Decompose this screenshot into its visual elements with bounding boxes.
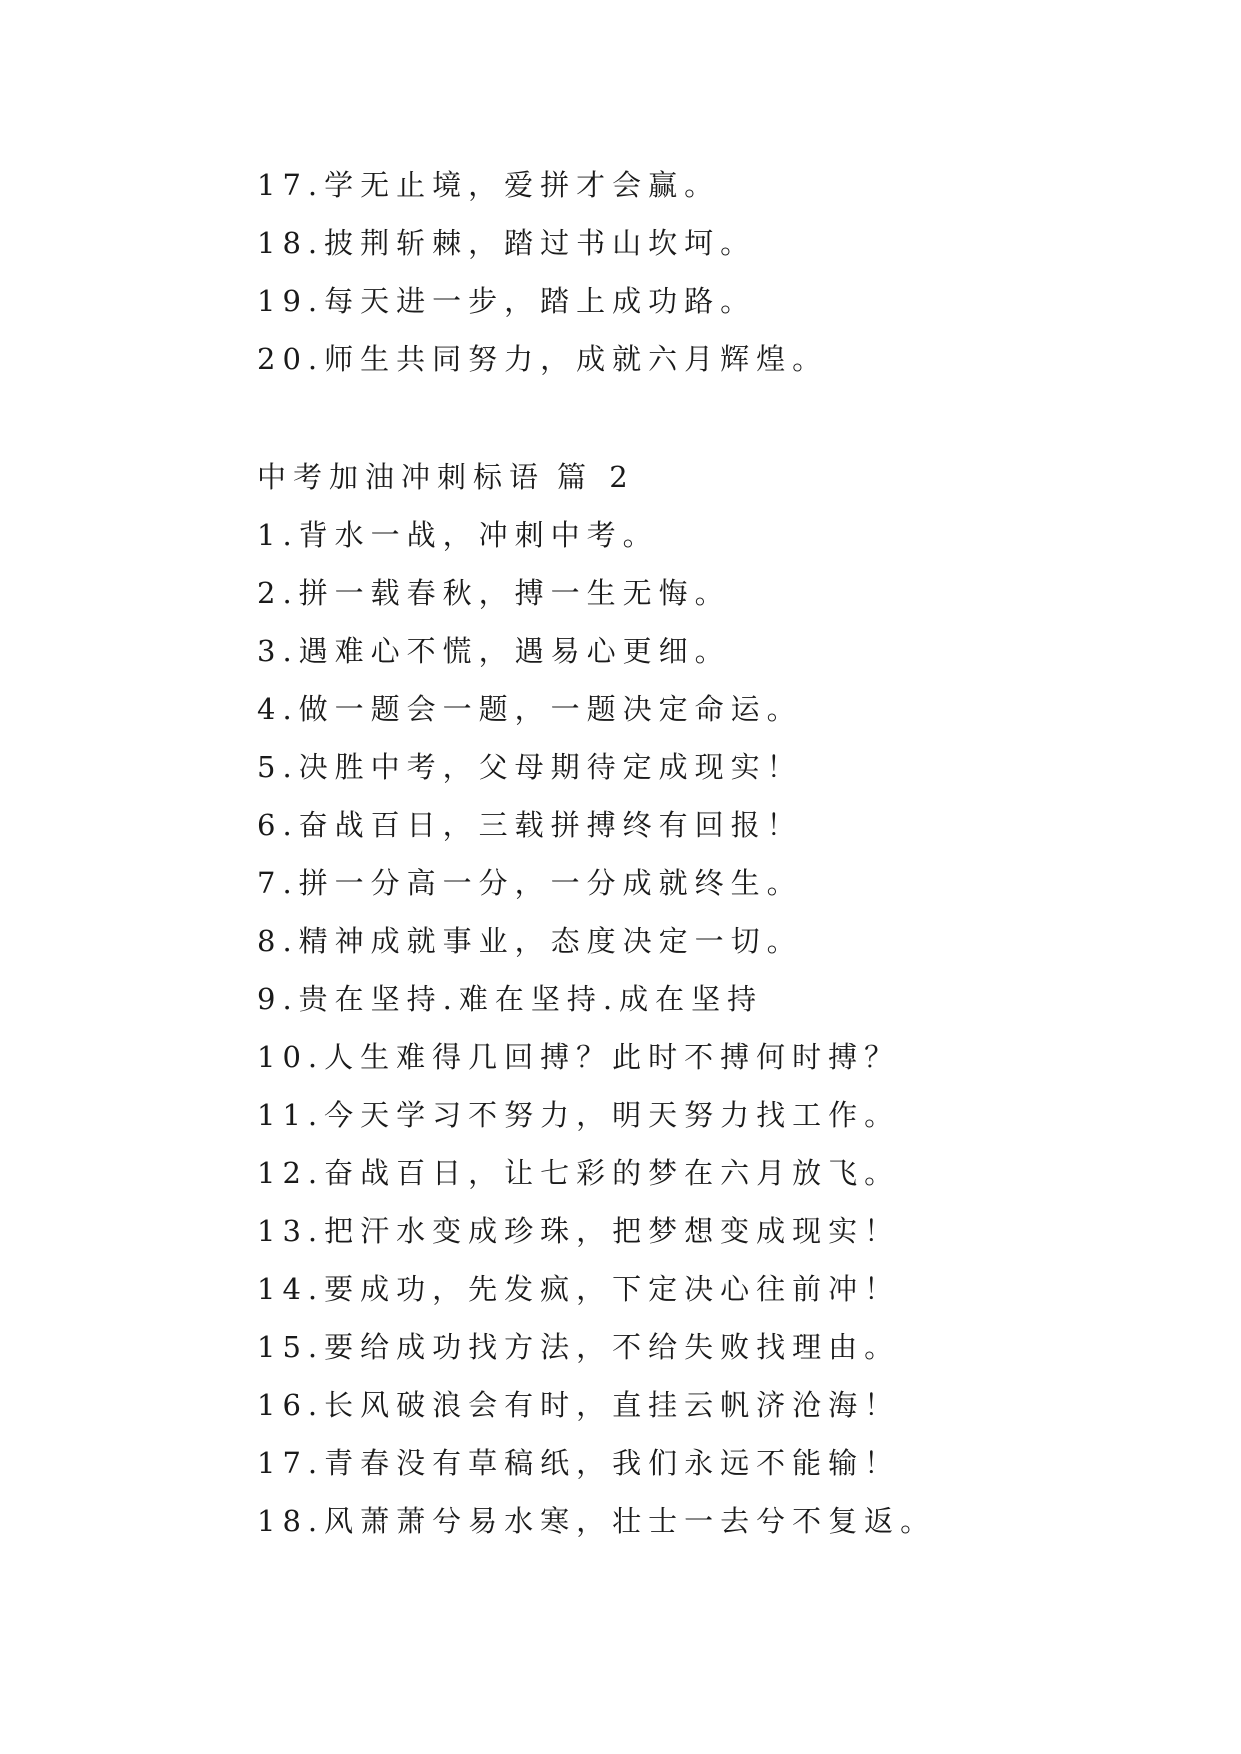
list-item: 9.贵在坚持.难在坚持.成在坚持 (257, 982, 764, 1016)
continued-slogan-list (257, 156, 1157, 388)
section-heading (257, 448, 1157, 506)
list-item: 20.师生共同努力，成就六月辉煌。 (257, 342, 829, 376)
list-item: 13.把汗水变成珍珠，把梦想变成现实！ (257, 1214, 901, 1248)
list-item: 18.披荆斩棘，踏过书山坎坷。 (257, 226, 757, 260)
list-item: 11.今天学习不努力，明天努力找工作。 (257, 1098, 901, 1132)
list-item: 7.拼一分高一分，一分成就终生。 (257, 866, 803, 900)
list-item: 3.遇难心不慌，遇易心更细。 (257, 634, 731, 668)
list-item: 2.拼一载春秋，搏一生无悔。 (257, 576, 731, 610)
slogan-section (257, 448, 1157, 1550)
list-item: 17.学无止境，爱拼才会赢。 (257, 168, 721, 202)
section-title: 中考加油冲刺标语 (257, 460, 546, 494)
list-item: 17.青春没有草稿纸，我们永远不能输！ (257, 1446, 901, 1480)
section-part-label: 篇 2 (557, 460, 635, 494)
list-item: 8.精神成就事业，态度决定一切。 (257, 924, 803, 958)
list-item: 14.要成功，先发疯，下定决心往前冲！ (257, 1272, 901, 1306)
list-item: 6.奋战百日，三载拼搏终有回报！ (257, 808, 803, 842)
list-item: 5.决胜中考，父母期待定成现实！ (257, 750, 803, 784)
list-item: 19.每天进一步，踏上成功路。 (257, 284, 757, 318)
list-item: 15.要给成功找方法，不给失败找理由。 (257, 1330, 901, 1364)
list-item: 18.风萧萧兮易水寒，壮士一去兮不复返。 (257, 1504, 937, 1538)
list-item: 16.长风破浪会有时，直挂云帆济沧海！ (257, 1388, 901, 1422)
list-item: 12.奋战百日，让七彩的梦在六月放飞。 (257, 1156, 901, 1190)
list-item: 4.做一题会一题，一题决定命运。 (257, 692, 803, 726)
list-item: 10.人生难得几回搏？此时不搏何时搏？ (257, 1040, 901, 1074)
list-item: 1.背水一战，冲刺中考。 (257, 518, 659, 552)
